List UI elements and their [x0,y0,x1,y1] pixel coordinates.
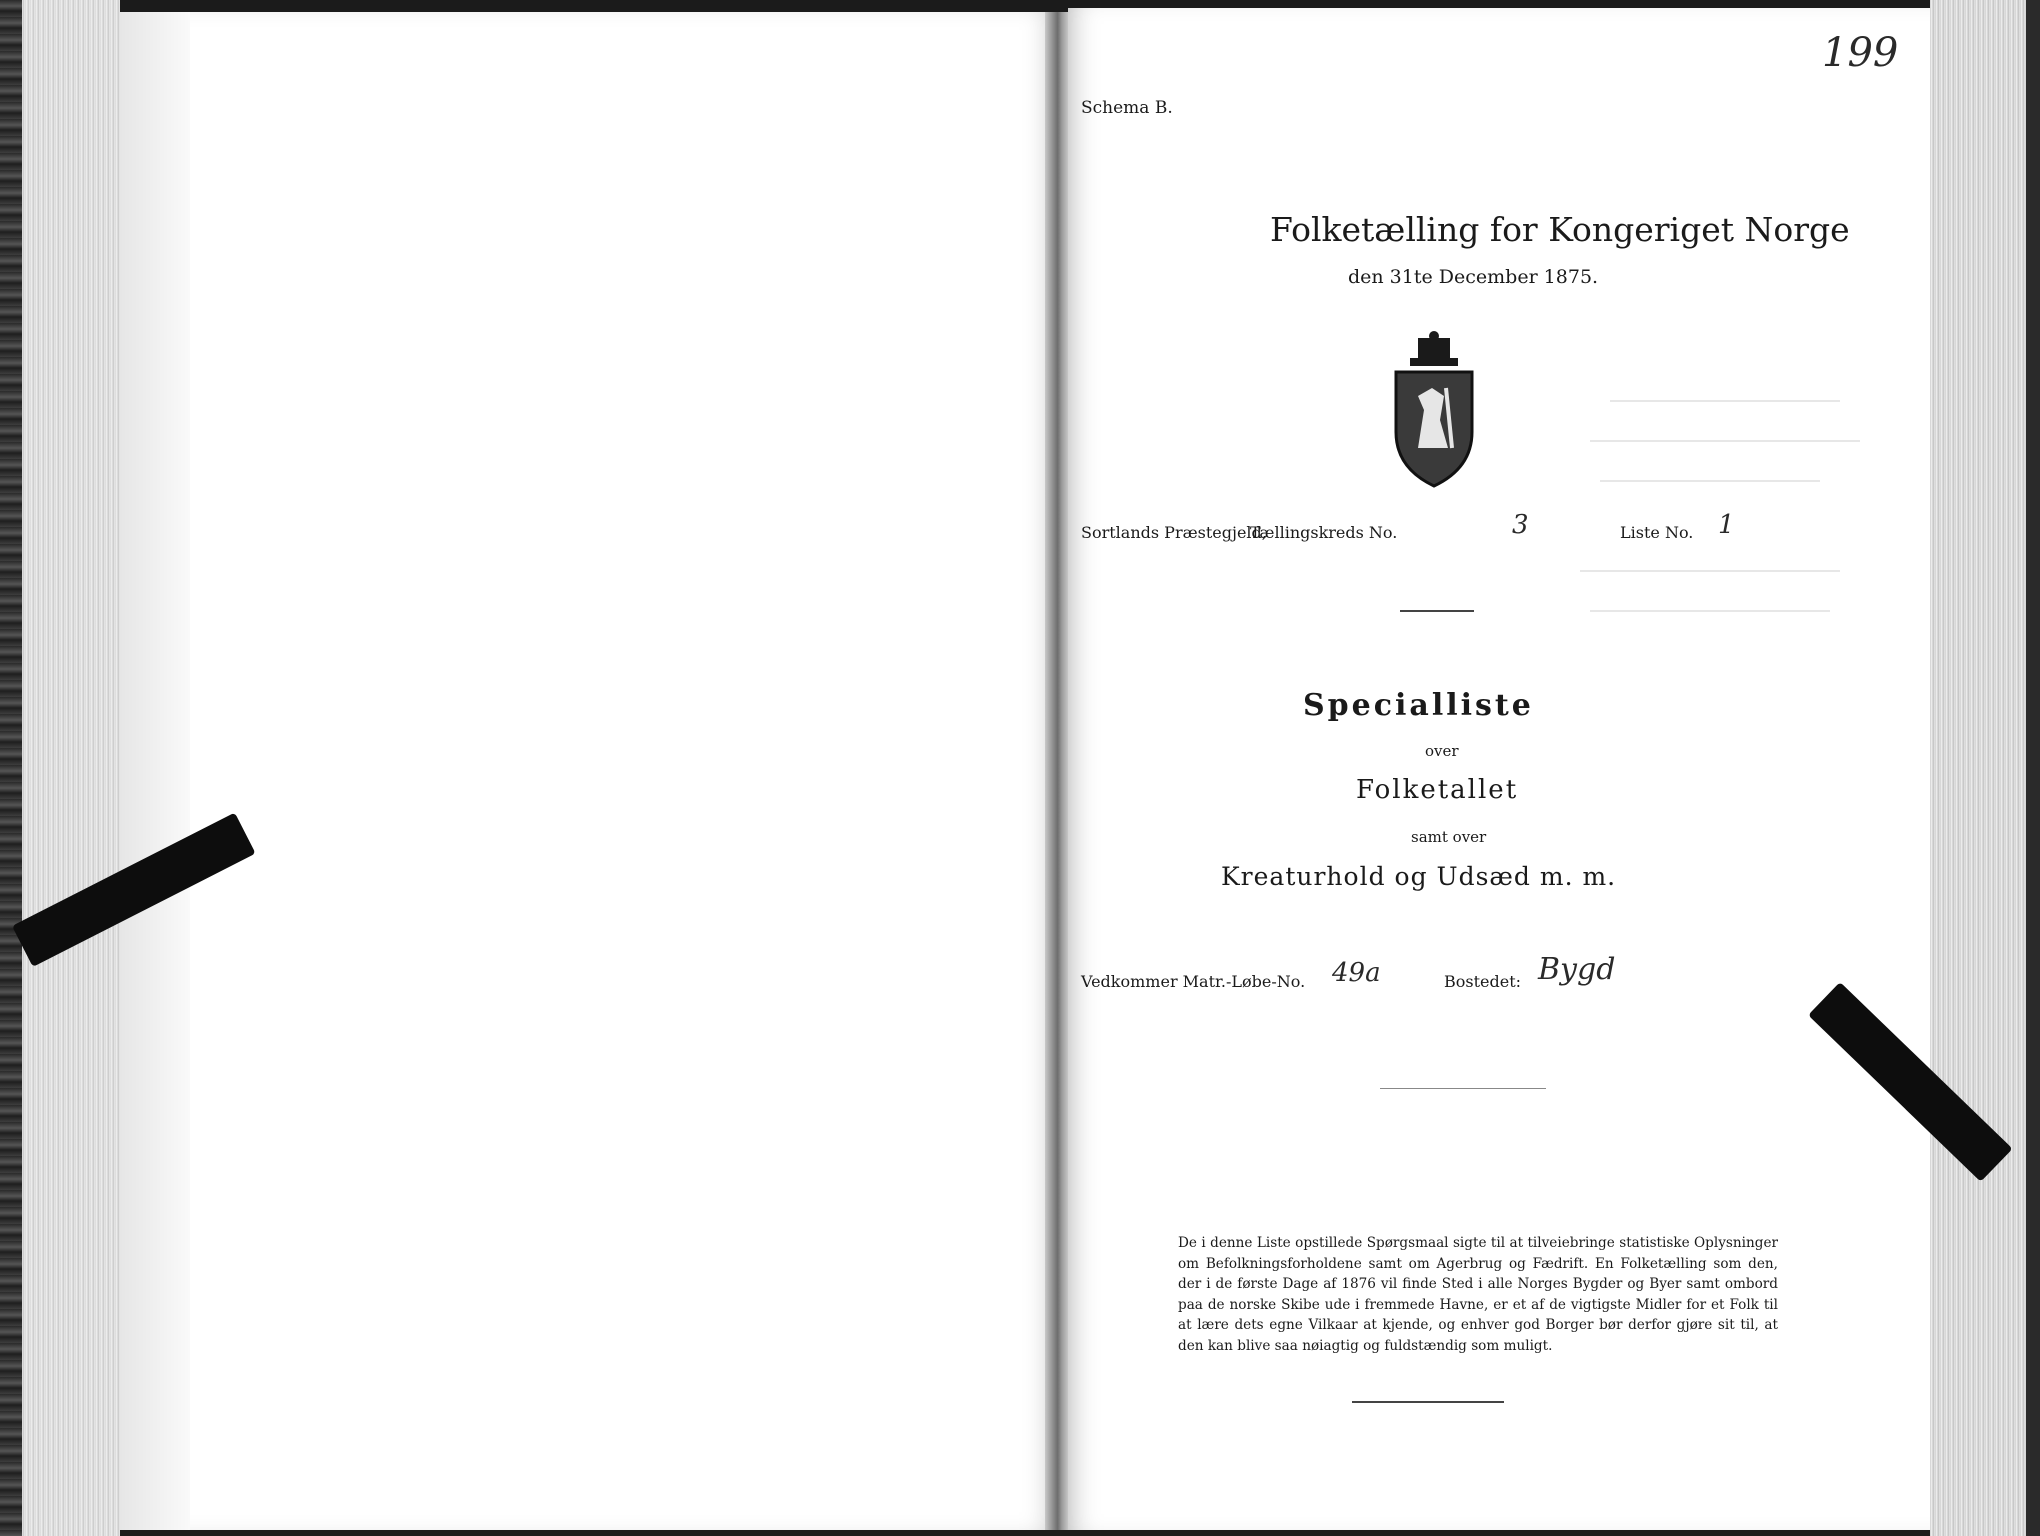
samt-over-text: samt over [1411,828,1487,846]
bostedet-value: Bygd [1538,952,1616,987]
tellingskreds-value: 3 [1512,510,1529,540]
specialliste-heading: Specialliste [1303,688,1534,723]
explanatory-note: De i denne Liste opstillede Spørgsmaal sigte til at tilveiebringe statistiske Oplysninger om Befolkningsforholdene samt om Agerbrug og Fædrift. En Folketælling som den, der i de første Dage af 1876 vil finde Sted i alle Norges Bygder og Byer samt ombord paa de norske Skibe ude i fremmede Havne, er et af de vigtigste Midler for et Folk til at lære dets egne Vilkaar at kjende, og enhver god Borger bør derfor gjøre sit til, at den kan blive saa nøiagtig og fuldstændig som muligt. [1178,1235,1778,1354]
show-through-line [1590,610,1830,612]
liste-label: Liste No. [1620,523,1694,542]
show-through-line [1610,400,1840,402]
census-title: Folketælling for Kongeriget Norge [1270,210,1850,249]
kreaturhold-heading: Kreaturhold og Udsæd m. m. [1221,862,1617,891]
show-through-line [1590,440,1860,442]
divider [1352,1401,1504,1403]
show-through-line [1580,570,1840,572]
show-through-line [1600,480,1820,482]
bostedet-label: Bostedet: [1444,972,1522,991]
tellingskreds-label: Tællingskreds No. [1250,523,1398,542]
divider [1400,610,1474,612]
schema-label: Schema B. [1081,98,1173,118]
parish-label: Sortlands Præstegjeld, [1081,523,1267,542]
left-cover-edge [0,0,22,1536]
page-number: 199 [1822,30,1899,76]
right-fore-edge [1930,0,2040,1536]
norwegian-coat-of-arms-icon [1388,330,1480,490]
right-cover-edge [2026,0,2040,1536]
left-page-margin [120,12,190,1530]
matr-label: Vedkommer Matr.-Løbe-No. [1081,972,1306,991]
left-page-blank [120,12,1055,1530]
matr-value: 49a [1332,958,1381,988]
folketallet-heading: Folketallet [1356,775,1519,805]
over-text: over [1425,742,1459,760]
census-date: den 31te December 1875. [1348,266,1599,288]
liste-value: 1 [1718,510,1735,540]
divider [1380,1088,1546,1089]
